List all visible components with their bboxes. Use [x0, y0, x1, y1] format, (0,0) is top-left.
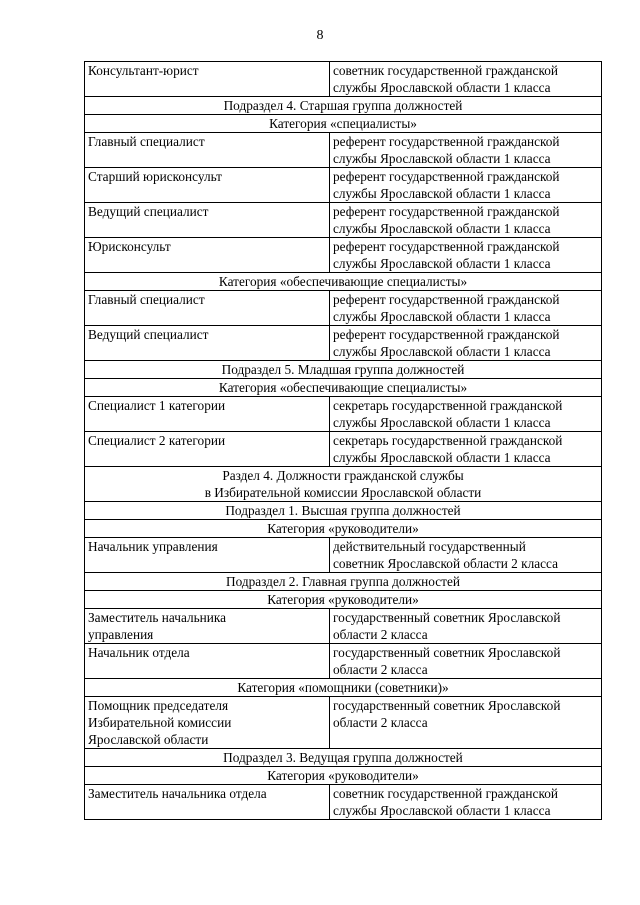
- position-title-cell: [85, 785, 330, 820]
- position-title-line: Специалист 2 категории: [88, 433, 226, 448]
- section-heading-line: Подраздел 1. Высшая группа должностей: [225, 503, 461, 518]
- class-rank-line: области 2 класса: [333, 662, 428, 677]
- position-title-cell: [85, 291, 330, 326]
- class-rank-line: службы Ярославской области 1 класса: [333, 803, 551, 818]
- section-heading-line: Категория «помощники (советники)»: [237, 680, 449, 695]
- table-row: [85, 609, 602, 644]
- section-heading-cell: [85, 767, 602, 785]
- class-rank-cell: [330, 397, 602, 432]
- position-title-line: Заместитель начальника отдела: [88, 786, 267, 801]
- position-title-line: Избирательной комиссии: [88, 715, 232, 730]
- section-heading-row: [85, 573, 602, 591]
- table-row: [85, 62, 602, 97]
- class-rank-cell: [330, 785, 602, 820]
- section-heading-line: Категория «специалисты»: [269, 116, 417, 131]
- table-row: [85, 326, 602, 361]
- position-title-line: Заместитель начальника: [88, 610, 227, 625]
- section-heading-row: [85, 115, 602, 133]
- section-heading-cell: [85, 520, 602, 538]
- section-heading-line: Подраздел 5. Младшая группа должностей: [221, 362, 465, 377]
- class-rank-line: референт государственной гражданской: [333, 292, 560, 307]
- section-heading-row: [85, 467, 602, 502]
- class-rank-line: референт государственной гражданской: [333, 327, 560, 342]
- table-row: [85, 397, 602, 432]
- section-heading-cell: [85, 502, 602, 520]
- page-number: 8: [316, 28, 324, 43]
- table-row: [85, 538, 602, 573]
- class-rank-line: государственный советник Ярославской: [333, 610, 561, 625]
- class-rank-cell: [330, 609, 602, 644]
- class-rank-line: службы Ярославской области 1 класса: [333, 256, 551, 271]
- section-heading-row: [85, 273, 602, 291]
- section-heading-cell: [85, 573, 602, 591]
- table-row: [85, 785, 602, 820]
- position-title-cell: [85, 62, 330, 97]
- section-heading-line: Категория «руководители»: [267, 768, 419, 783]
- class-rank-line: службы Ярославской области 1 класса: [333, 186, 551, 201]
- class-rank-line: службы Ярославской области 1 класса: [333, 415, 551, 430]
- class-rank-line: секретарь государственной гражданской: [333, 433, 563, 448]
- position-title-line: Консультант-юрист: [88, 63, 199, 78]
- position-title-line: Начальник отдела: [88, 645, 190, 660]
- section-heading-row: [85, 379, 602, 397]
- section-heading-cell: [85, 115, 602, 133]
- class-rank-line: службы Ярославской области 1 класса: [333, 80, 551, 95]
- table-row: [85, 697, 602, 749]
- class-rank-line: области 2 класса: [333, 627, 428, 642]
- section-heading-cell: [85, 467, 602, 502]
- position-title-cell: [85, 238, 330, 273]
- class-rank-cell: [330, 238, 602, 273]
- class-rank-line: секретарь государственной гражданской: [333, 398, 563, 413]
- section-heading-line: Подраздел 4. Старшая группа должностей: [223, 98, 463, 113]
- section-heading-row: [85, 97, 602, 115]
- class-rank-cell: [330, 326, 602, 361]
- section-heading-cell: [85, 379, 602, 397]
- section-heading-line: Подраздел 3. Ведущая группа должностей: [223, 750, 463, 765]
- class-rank-line: государственный советник Ярославской: [333, 698, 561, 713]
- table-row: [85, 133, 602, 168]
- section-heading-line: Категория «руководители»: [267, 592, 419, 607]
- position-title-line: Помощник председателя: [88, 698, 229, 713]
- section-heading-cell: [85, 591, 602, 609]
- class-rank-line: службы Ярославской области 1 класса: [333, 151, 551, 166]
- class-rank-cell: [330, 62, 602, 97]
- section-heading-line: Раздел 4. Должности гражданской службы: [222, 468, 464, 483]
- position-title-line: управления: [88, 627, 154, 642]
- position-title-line: Ведущий специалист: [88, 204, 209, 219]
- positions-table: [84, 61, 602, 820]
- position-title-line: Ведущий специалист: [88, 327, 209, 342]
- section-heading-cell: [85, 679, 602, 697]
- position-title-cell: [85, 432, 330, 467]
- section-heading-cell: [85, 273, 602, 291]
- class-rank-line: службы Ярославской области 1 класса: [333, 344, 551, 359]
- class-rank-cell: [330, 644, 602, 679]
- table-row: [85, 203, 602, 238]
- table-row: [85, 238, 602, 273]
- class-rank-line: службы Ярославской области 1 класса: [333, 450, 551, 465]
- class-rank-line: службы Ярославской области 1 класса: [333, 221, 551, 236]
- class-rank-line: советник государственной гражданской: [333, 63, 558, 78]
- position-title-cell: [85, 644, 330, 679]
- section-heading-line: Категория «обеспечивающие специалисты»: [218, 380, 468, 395]
- class-rank-cell: [330, 697, 602, 749]
- class-rank-line: референт государственной гражданской: [333, 169, 560, 184]
- position-title-line: Старший юрисконсульт: [88, 169, 222, 184]
- position-title-cell: [85, 397, 330, 432]
- section-heading-row: [85, 591, 602, 609]
- section-heading-line: в Избирательной комиссии Ярославской области: [204, 485, 482, 500]
- class-rank-line: государственный советник Ярославской: [333, 645, 561, 660]
- section-heading-row: [85, 679, 602, 697]
- section-heading-row: [85, 767, 602, 785]
- class-rank-line: референт государственной гражданской: [333, 134, 560, 149]
- table-row: [85, 291, 602, 326]
- position-title-line: Юрисконсульт: [88, 239, 171, 254]
- class-rank-cell: [330, 133, 602, 168]
- section-heading-cell: [85, 361, 602, 379]
- class-rank-cell: [330, 203, 602, 238]
- position-title-line: Специалист 1 категории: [88, 398, 226, 413]
- position-title-line: Главный специалист: [88, 134, 205, 149]
- class-rank-cell: [330, 538, 602, 573]
- position-title-line: Ярославской области: [88, 732, 209, 747]
- section-heading-row: [85, 749, 602, 767]
- section-heading-row: [85, 520, 602, 538]
- class-rank-cell: [330, 432, 602, 467]
- class-rank-line: советник Ярославской области 2 класса: [333, 556, 559, 571]
- positions-table-body: [85, 62, 602, 820]
- position-title-cell: [85, 609, 330, 644]
- class-rank-line: референт государственной гражданской: [333, 239, 560, 254]
- position-title-cell: [85, 203, 330, 238]
- class-rank-cell: [330, 291, 602, 326]
- class-rank-line: службы Ярославской области 1 класса: [333, 309, 551, 324]
- class-rank-line: советник государственной гражданской: [333, 786, 558, 801]
- section-heading-cell: [85, 749, 602, 767]
- position-title-line: Начальник управления: [88, 539, 218, 554]
- section-heading-row: [85, 502, 602, 520]
- position-title-line: Главный специалист: [88, 292, 205, 307]
- class-rank-line: действительный государственный: [333, 539, 526, 554]
- section-heading-row: [85, 361, 602, 379]
- position-title-cell: [85, 168, 330, 203]
- position-title-cell: [85, 538, 330, 573]
- table-row: [85, 644, 602, 679]
- section-heading-line: Категория «руководители»: [267, 521, 419, 536]
- class-rank-cell: [330, 168, 602, 203]
- section-heading-cell: [85, 97, 602, 115]
- class-rank-line: области 2 класса: [333, 715, 428, 730]
- position-title-cell: [85, 697, 330, 749]
- section-heading-line: Категория «обеспечивающие специалисты»: [218, 274, 468, 289]
- section-heading-line: Подраздел 2. Главная группа должностей: [225, 574, 460, 589]
- position-title-cell: [85, 133, 330, 168]
- position-title-cell: [85, 326, 330, 361]
- class-rank-line: референт государственной гражданской: [333, 204, 560, 219]
- table-row: [85, 168, 602, 203]
- table-row: [85, 432, 602, 467]
